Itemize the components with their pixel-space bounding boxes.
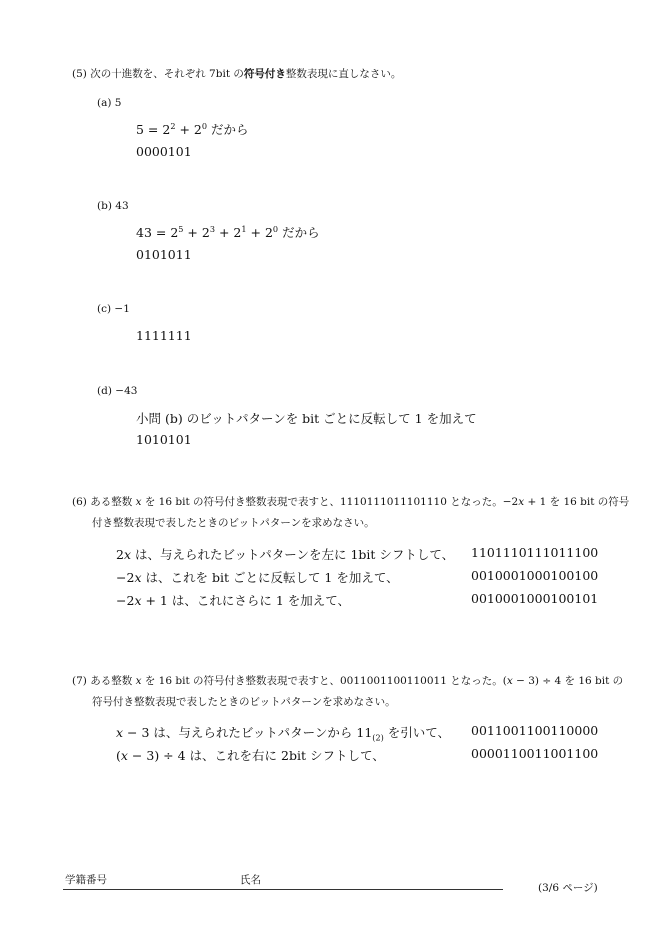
q5b-tail: だから <box>278 225 320 240</box>
q6-row3-pre: −2 <box>116 593 135 608</box>
q7-number: (7) <box>72 675 87 687</box>
q6-row3-post: + 1 は、これにさらに 1 を加えて、 <box>141 593 350 608</box>
q5c-value: −1 <box>114 303 130 315</box>
q7-var-x: x <box>135 675 142 687</box>
page-number: (3/6 ページ) <box>538 882 598 894</box>
q7-row1-post: − 3 は、与えられたビットパターンから 11 <box>123 725 373 740</box>
q6-row2-pre: −2 <box>116 570 135 585</box>
q6-row-1-bits: 1101110111011100 <box>471 545 599 560</box>
q5a-tail: だから <box>207 122 249 137</box>
q5b-exp2: 3 <box>209 223 215 234</box>
q5a-plus: + 2 <box>175 122 202 137</box>
q6-line1-a: ある整数 <box>90 496 136 508</box>
q5d-explanation: 小問 (b) のビットパターンを bit ごとに反転して 1 を加えて <box>136 411 477 426</box>
q7-row1-tail: を引いて、 <box>383 725 451 740</box>
q5-text-pre: 次の十進数を、それぞれ 7bit の <box>90 68 244 80</box>
q5d-label <box>97 385 137 397</box>
q5c-letter: (c) <box>97 303 112 315</box>
q5-number: (5) <box>72 68 87 80</box>
q5-text-post: 整数表現に直しなさい。 <box>285 68 402 80</box>
q5b-eq-lhs: 43 = 2 <box>136 225 179 240</box>
q7-var-x-2: x <box>506 675 513 687</box>
q5a-letter: (a) <box>97 97 112 109</box>
q5b-label <box>97 200 129 212</box>
q5b-value: 43 <box>115 200 129 212</box>
q6-row1-pre: 2 <box>116 547 124 562</box>
q7-row1-x: x <box>116 725 124 740</box>
q6-row2-x: x <box>134 570 142 585</box>
q5c-answer: 1111111 <box>136 328 192 343</box>
q7-row-2-bits: 0000110011001100 <box>471 746 599 761</box>
q5b-p3: + 2 <box>215 225 242 240</box>
q6-row3-x: x <box>134 593 142 608</box>
q5d-value: −43 <box>115 385 138 397</box>
q6-row2-post: は、これを bit ごとに反転して 1 を加えて、 <box>141 570 399 585</box>
q6-heading-line2: 付き整数表現で表したときのビットパターンを求めなさい。 <box>92 517 375 529</box>
q6-var-x-2: x <box>518 496 525 508</box>
q6-row1-post: は、与えられたビットパターンを左に 1bit シフトして、 <box>131 547 455 562</box>
q7-row2-pre: ( <box>116 748 121 763</box>
q5-text-bold: 符号付き <box>243 68 286 80</box>
q7-row-1-bits: 0011001100110000 <box>471 723 599 738</box>
q7-heading-line2: 符号付き整数表現で表したときのビットパターンを求めなさい。 <box>92 696 396 708</box>
q5b-p4: + 2 <box>246 225 273 240</box>
q5c-label <box>97 303 130 315</box>
q7-row2-x: x <box>120 748 128 763</box>
q7-row2-post: − 3) ÷ 4 は、これを右に 2bit シフトして、 <box>127 748 385 763</box>
q5b-letter: (b) <box>97 200 112 212</box>
signature-underline <box>63 889 503 890</box>
q6-line1-b: を 16 bit の符号付き整数表現で表すと、1110111011101110 となった。 <box>141 496 503 508</box>
q5a-eq-lhs: 5 = 2 <box>136 122 171 137</box>
q6-heading-line1 <box>72 494 629 509</box>
q6-row-1-expr <box>116 545 454 563</box>
q7-row-1-expr <box>116 723 450 743</box>
student-id-label: 学籍番号 <box>65 874 107 886</box>
q5b-exp1: 5 <box>178 223 184 234</box>
q5b-exp4: 0 <box>272 223 279 234</box>
q5a-value: 5 <box>114 97 122 109</box>
q7-row1-subscript: (2) <box>372 732 384 743</box>
name-label: 氏名 <box>240 874 261 886</box>
q7-heading-line1 <box>72 673 623 688</box>
q5a-equation <box>136 120 249 138</box>
q7-line1-c: − 3) ÷ 4 を 16 bit の <box>512 675 624 687</box>
q5a-answer: 0000101 <box>136 144 192 159</box>
q7-line1-b: を 16 bit の符号付き整数表現で表すと、0011001100110011 となった。( <box>141 675 507 687</box>
q5b-answer: 0101011 <box>136 247 192 262</box>
q6-row-3-bits: 0010001000100101 <box>471 591 599 606</box>
q5d-letter: (d) <box>97 385 112 397</box>
q5a-exp2: 0 <box>201 120 208 131</box>
q5a-exp1: 2 <box>170 120 176 131</box>
q6-row1-x: x <box>123 547 132 562</box>
q7-row-2-expr <box>116 746 385 764</box>
q6-row-2-bits: 0010001000100100 <box>471 568 599 583</box>
q5b-equation <box>136 223 320 241</box>
q6-line1-d: + 1 を 16 bit の符号 <box>524 496 630 508</box>
q6-number: (6) <box>72 496 87 508</box>
q5d-answer: 1010101 <box>136 432 192 447</box>
q5b-p2: + 2 <box>183 225 210 240</box>
q6-line1-c: −2 <box>502 496 519 508</box>
q6-var-x: x <box>135 496 142 508</box>
q5b-exp3: 1 <box>241 223 247 234</box>
q5-heading <box>72 66 401 81</box>
q7-line1-a: ある整数 <box>90 675 136 687</box>
q5a-label <box>97 97 121 109</box>
q6-row-2-expr <box>116 568 399 586</box>
q6-row-3-expr <box>116 591 350 609</box>
